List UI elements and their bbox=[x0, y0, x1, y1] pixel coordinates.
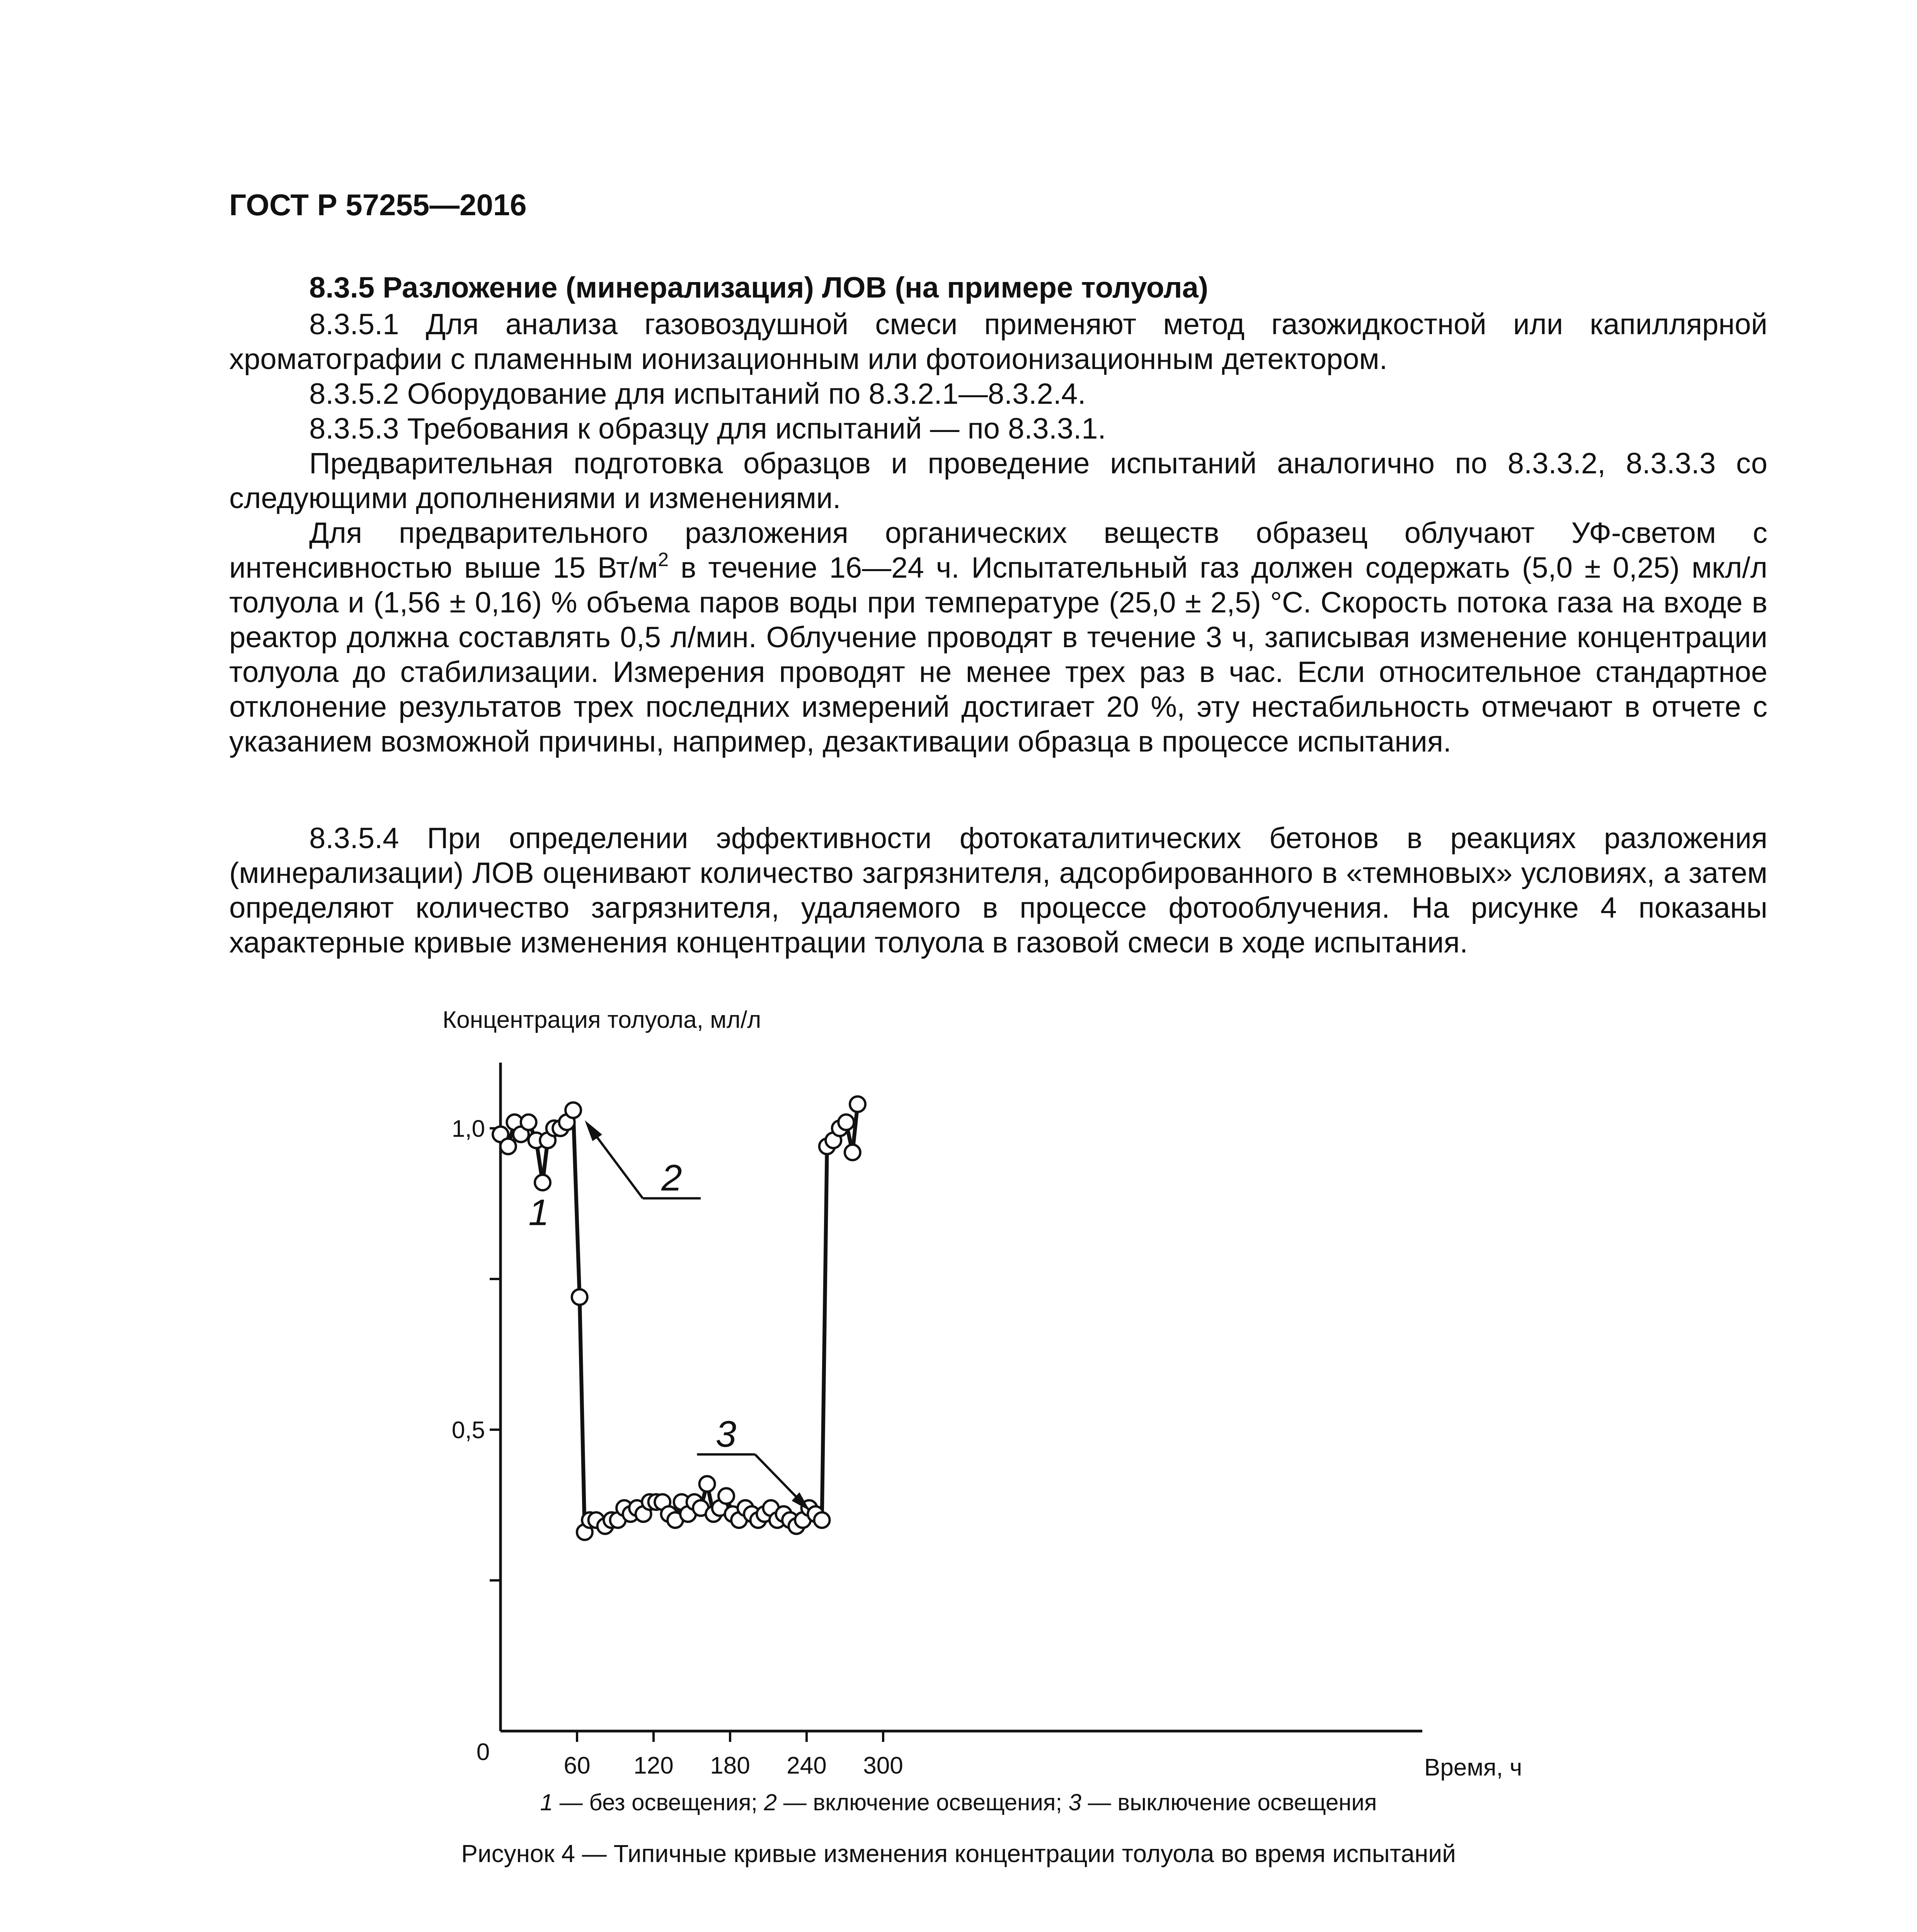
paragraph-preparation: Предварительная подготовка образцов и проведение испытаний аналогично по 8.3.3.2, 8.3.3.3 со следующими дополнениями и изменениями. bbox=[229, 447, 1767, 515]
annotation-2-arrowhead bbox=[585, 1120, 602, 1141]
y-ticks bbox=[452, 1116, 501, 1580]
legend-label-1: 1 bbox=[540, 1789, 553, 1815]
y-axis-label: Концентрация толуола, мл/л bbox=[443, 1007, 761, 1033]
paragraph-8-3-5-1: 8.3.5.1 Для анализа газовоздушной смеси применяют метод газожидкостной или капиллярной хроматографии с пламенным ионизационным или фотоионизационным детектором. bbox=[229, 308, 1767, 376]
data-point bbox=[814, 1512, 830, 1528]
figure-legend bbox=[0, 1789, 1917, 1816]
origin-label: 0 bbox=[476, 1739, 490, 1765]
data-point bbox=[850, 1097, 865, 1112]
annotation-3: 3 bbox=[715, 1413, 737, 1455]
legend-label-3: 3 bbox=[1068, 1789, 1082, 1815]
paragraph-8-3-5-3: 8.3.5.3 Требования к образцу для испытаний — по 8.3.3.1. bbox=[309, 412, 1106, 445]
data-point bbox=[565, 1102, 581, 1118]
paragraph-irradiation-part-b: в течение 16—24 ч. Испытательный газ должен содержать (5,0 ± 0,25) мкл/л толуола и (1,56 ± 0,16) % объема паров воды при температуре (25,0 ± 2,5) °С. Скорость потока газа на входе в реактор должна составлять 0,5 л/мин. Облучение проводят в течение 3 ч, записывая изменение концентрации толуола до стабилизации. Измерения проводят не менее трех раз в час. Если относительное стандартное отклонение результатов трех последних измерений достигает 20 %, эту нестабильность отмечают в отчете с указанием возможной причины, например, дезактивации образца в процессе испытания. bbox=[229, 551, 1767, 758]
annotations bbox=[528, 1120, 810, 1511]
paragraph-irradiation bbox=[229, 516, 1767, 759]
x-tick-label: 240 bbox=[787, 1752, 827, 1779]
x-ticks bbox=[564, 1731, 903, 1779]
x-tick-label: 300 bbox=[863, 1752, 903, 1779]
data-point bbox=[845, 1145, 860, 1160]
legend-text-2: — включение освещения; bbox=[777, 1789, 1069, 1815]
data-point bbox=[838, 1114, 854, 1130]
figure-caption: Рисунок 4 — Типичные кривые изменения концентрации толуола во время испытаний bbox=[461, 1840, 1456, 1867]
annotation-2: 2 bbox=[661, 1157, 682, 1199]
data-point bbox=[535, 1175, 550, 1190]
superscript-2: 2 bbox=[658, 549, 669, 570]
legend-text-1: — без освещения; bbox=[553, 1789, 764, 1815]
section-title: 8.3.5 Разложение (минерализация) ЛОВ (на примере толуола) bbox=[309, 271, 1209, 304]
paragraph-8-3-5-2: 8.3.5.2 Оборудование для испытаний по 8.3.2.1—8.3.2.4. bbox=[309, 378, 1086, 410]
x-axis-label: Время, ч bbox=[1424, 1754, 1522, 1781]
x-tick-label: 180 bbox=[710, 1752, 750, 1779]
concentration-chart bbox=[425, 985, 1585, 1797]
legend-label-2: 2 bbox=[764, 1789, 777, 1815]
paragraph-8-3-5-4: 8.3.5.4 При определении эффективности фотокаталитических бетонов в реакциях разложения (минерализации) ЛОВ оценивают количество загрязнителя, адсорбированного в «темновых» условиях, а затем определяют количество загрязнителя, удаляемого в процессе фотооблучения. На рисунке 4 показаны характерные кривые изменения концентрации толуола в газовой смеси в ходе испытания. bbox=[229, 822, 1767, 959]
data-point bbox=[501, 1139, 516, 1154]
data-point bbox=[718, 1488, 734, 1504]
paragraph-irradiation-part-a: Для предварительного разложения органических веществ образец облучают УФ-светом с интенсивностью выше 15 Вт/м bbox=[229, 517, 1767, 584]
data-point bbox=[700, 1476, 715, 1492]
document-header: ГОСТ Р 57255—2016 bbox=[229, 188, 527, 222]
legend-text-3: — выключение освещения bbox=[1081, 1789, 1377, 1815]
y-tick-label: 1,0 bbox=[451, 1116, 485, 1142]
data-point bbox=[521, 1114, 536, 1130]
x-tick-label: 60 bbox=[564, 1752, 591, 1779]
annotation-1: 1 bbox=[528, 1192, 549, 1233]
x-tick-label: 120 bbox=[633, 1752, 674, 1779]
y-tick-label: 0,5 bbox=[451, 1417, 485, 1444]
data-point bbox=[572, 1289, 587, 1305]
